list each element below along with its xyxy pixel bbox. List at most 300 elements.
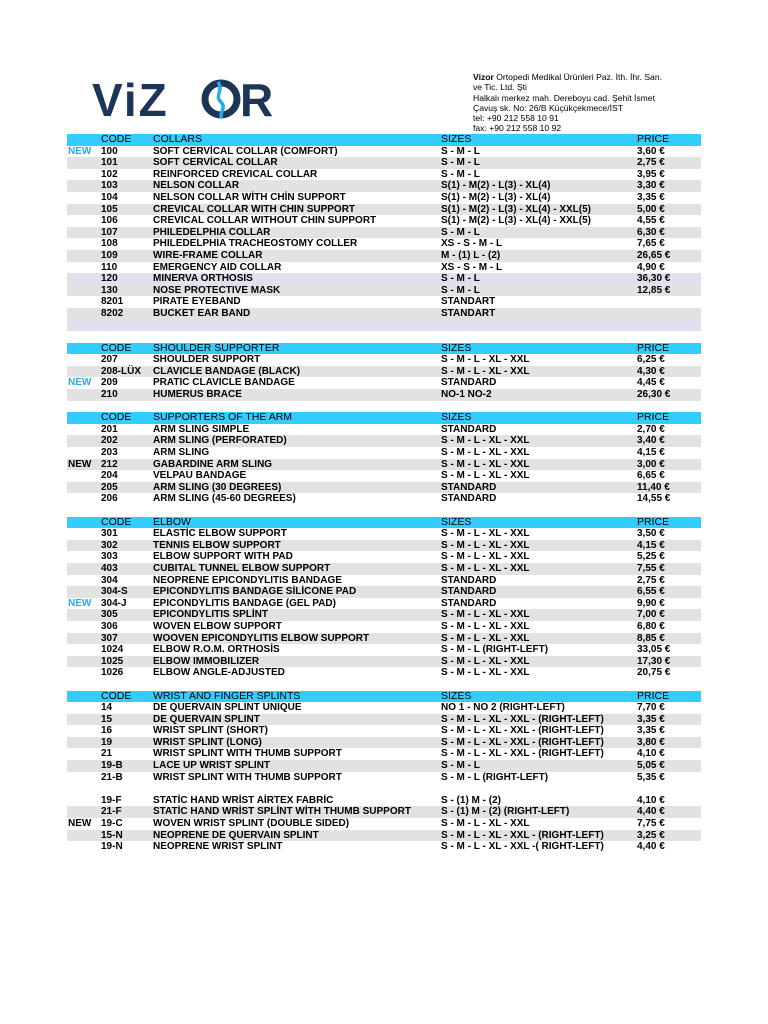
product-price: 9,90 €	[637, 597, 665, 609]
table-row	[67, 656, 701, 668]
product-sizes: S - M - L - XL - XXL	[441, 365, 530, 377]
table-row	[67, 737, 701, 749]
product-sizes: STANDARD	[441, 574, 497, 586]
product-price: PRICE	[637, 133, 670, 145]
product-name: ELASTİC ELBOW SUPPORT	[153, 528, 287, 540]
table-row	[67, 528, 701, 540]
product-sizes: STANDART	[441, 296, 496, 308]
table-row	[67, 795, 701, 807]
product-code: 19-C	[101, 818, 123, 830]
product-sizes: STANDARD	[441, 493, 497, 505]
product-sizes: S - M - L	[441, 760, 480, 772]
product-sizes: S - M - L	[441, 226, 480, 238]
product-price: 5,00 €	[637, 203, 665, 215]
product-price: 14,55 €	[637, 493, 671, 505]
product-name: DE QUERVAIN SPLINT UNIQUE	[153, 702, 302, 714]
product-price: 6,65 €	[637, 470, 665, 482]
product-price: 7,75 €	[637, 818, 665, 830]
product-price: 4,45 €	[637, 377, 665, 389]
company-line-4: Çavuş sk. No: 26/B Küçükçekmece/İST	[473, 102, 623, 113]
product-sizes: S - M - L - XL - XXL - (RIGHT-LEFT)	[441, 713, 604, 725]
product-code: 19-B	[101, 760, 123, 772]
product-name: ELBOW R.O.M. ORTHOSİS	[153, 644, 280, 656]
product-name: PHILEDELPHIA COLLAR	[153, 226, 271, 238]
table-row	[67, 806, 701, 818]
product-name: ARM SLING (45-60 DEGREES)	[153, 493, 296, 505]
product-code: CODE	[101, 411, 132, 424]
product-price: 4,15 €	[637, 447, 665, 459]
product-price: 3,35 €	[637, 191, 665, 203]
product-name: WOVEN WRIST SPLINT (DOUBLE SIDED)	[153, 818, 350, 830]
product-code: 304	[101, 574, 118, 586]
product-sizes: STANDARD	[441, 377, 497, 389]
product-code: 403	[101, 562, 118, 574]
table-row	[67, 551, 701, 563]
product-code: CODE	[101, 515, 132, 528]
company-phone: tel: +90 212 558 10 91	[473, 113, 559, 124]
product-price: 4,40 €	[637, 841, 665, 853]
product-code: 130	[101, 284, 118, 296]
product-sizes: S - M - L - XL - XXL	[441, 667, 530, 679]
product-name: EMERGENCY AID COLLAR	[153, 261, 282, 273]
product-code: 206	[101, 493, 118, 505]
product-code: 304-J	[101, 597, 127, 609]
product-code: 16	[101, 725, 113, 737]
product-price: 6,30 €	[637, 226, 665, 238]
product-code: 306	[101, 620, 118, 632]
product-sizes: STANDARD	[441, 586, 497, 598]
product-sizes: SIZES	[441, 411, 472, 424]
product-code: 19-F	[101, 794, 122, 806]
product-sizes: S - M - L - XL - XXL - (RIGHT-LEFT)	[441, 829, 604, 841]
product-price: 26,30 €	[637, 389, 671, 401]
product-sizes: S - M - L - XL - XXL	[441, 551, 530, 563]
product-code: 210	[101, 389, 118, 401]
table-row	[67, 459, 701, 471]
company-fax: fax: +90 212 558 10 92	[473, 123, 562, 134]
product-name: SHOULDER SUPPORT	[153, 354, 261, 366]
table-row	[67, 830, 701, 842]
product-sizes: STANDARD	[441, 481, 497, 493]
product-name: NELSON COLLAR WİTH CHİN SUPPORT	[153, 191, 346, 203]
table-row	[67, 215, 701, 227]
product-name: ARM SLING SIMPLE	[153, 423, 250, 435]
svg-text:ViZ: ViZ	[92, 76, 169, 122]
table-row	[67, 447, 701, 459]
product-name: SOFT CERVİCAL COLLAR (COMFORT)	[153, 145, 338, 157]
table-row	[67, 192, 701, 204]
product-name: STATİC HAND WRİST AİRTEX FABRİC	[153, 794, 334, 806]
product-name: ARM SLING (30 DEGREES)	[153, 481, 282, 493]
product-code: 109	[101, 249, 118, 261]
price-list-table	[67, 134, 701, 853]
table-row	[67, 354, 701, 366]
table-row	[67, 621, 701, 633]
new-badge: NEW	[68, 597, 92, 609]
product-name: COLLARS	[153, 133, 203, 145]
section-header	[67, 134, 701, 146]
product-name: ELBOW IMMOBILIZER	[153, 655, 260, 667]
table-row	[67, 702, 701, 714]
product-name: WOOVEN EPICONDYLITIS ELBOW SUPPORT	[153, 632, 370, 644]
product-price: 4,90 €	[637, 261, 665, 273]
product-sizes: S - M - L	[441, 284, 480, 296]
product-code: 304-S	[101, 586, 128, 598]
table-row	[67, 725, 701, 737]
product-price: 12,85 €	[637, 284, 671, 296]
product-price: 5,25 €	[637, 551, 665, 563]
product-code: 21-B	[101, 771, 123, 783]
table-row	[67, 586, 701, 598]
product-name: NEOPRENE WRIST SPLINT	[153, 841, 283, 853]
table-row	[67, 296, 701, 308]
section-header	[67, 412, 701, 424]
table-row	[67, 262, 701, 274]
product-sizes: S - M - L - XL - XXL	[441, 818, 530, 830]
product-code: 1026	[101, 667, 124, 679]
product-price: 3,60 €	[637, 145, 665, 157]
product-sizes: S - M - L - XL - XXL - (RIGHT-LEFT)	[441, 725, 604, 737]
product-code: 105	[101, 203, 118, 215]
table-row	[67, 227, 701, 239]
product-price: 17,30 €	[637, 655, 671, 667]
product-code: 207	[101, 354, 118, 366]
table-row	[67, 169, 701, 181]
product-sizes: S - M - L - XL - XXL	[441, 539, 530, 551]
product-price: PRICE	[637, 341, 670, 354]
product-code: 19	[101, 736, 113, 748]
product-sizes: STANDARD	[441, 423, 497, 435]
new-badge: NEW	[68, 818, 92, 830]
product-price: 5,35 €	[637, 771, 665, 783]
product-code: 100	[101, 145, 118, 157]
table-row	[67, 389, 701, 401]
product-price: 11,40 €	[637, 481, 670, 493]
product-name: CLAVICLE BANDAGE (BLACK)	[153, 365, 301, 377]
product-price: 3,30 €	[637, 180, 665, 192]
product-sizes: XS - S - M - L	[441, 238, 503, 250]
product-sizes: S(1) - M(2) - L(3) - XL(4) - XXL(5)	[441, 203, 591, 215]
product-name: HUMERUS BRACE	[153, 389, 242, 401]
product-name: DE QUERVAIN SPLINT	[153, 713, 260, 725]
table-row	[67, 644, 701, 656]
product-name: WRIST AND FINGER SPLINTS	[153, 689, 301, 702]
product-sizes: S - M - L	[441, 157, 480, 169]
product-code: 14	[101, 702, 113, 714]
product-name: NOSE PROTECTIVE MASK	[153, 284, 281, 296]
product-code: 104	[101, 191, 118, 203]
product-sizes: S - M - L - XL - XXL	[441, 562, 530, 574]
company-line-2: ve Tic. Ltd. Şti	[473, 82, 527, 93]
product-code: 106	[101, 215, 118, 227]
product-price: 4,30 €	[637, 365, 665, 377]
product-code: 15-N	[101, 829, 123, 841]
product-code: 307	[101, 632, 118, 644]
product-price: 36,30 €	[637, 273, 671, 285]
product-price: 4,40 €	[637, 806, 665, 818]
product-price: 3,50 €	[637, 528, 665, 540]
table-row	[67, 157, 701, 169]
product-code: 301	[101, 528, 118, 540]
product-name: CUBITAL TUNNEL ELBOW SUPPORT	[153, 562, 331, 574]
table-row	[67, 435, 701, 447]
product-code: 201	[101, 423, 118, 435]
product-name: WIRE-FRAME COLLAR	[153, 249, 263, 261]
product-price: 33,05 €	[637, 644, 671, 656]
product-code: 21-F	[101, 806, 122, 818]
product-sizes: XS - S - M - L	[441, 261, 503, 273]
product-sizes: S - M - L - XL - XXL	[441, 655, 530, 667]
product-code: 208-LÜX	[101, 365, 142, 377]
product-code: 302	[101, 539, 118, 551]
product-code: CODE	[101, 133, 132, 145]
product-price: 5,05 €	[637, 760, 665, 772]
table-row	[67, 748, 701, 760]
table-row	[67, 772, 701, 784]
product-name: VELPAU BANDAGE	[153, 470, 247, 482]
product-name: EPICONDYLITIS BANDAGE SİLİCONE PAD	[153, 586, 357, 598]
product-sizes: NO-1 NO-2	[441, 389, 492, 401]
new-badge: NEW	[68, 377, 92, 389]
spacer-row	[67, 679, 701, 691]
product-code: 212	[101, 458, 118, 470]
product-sizes: S - M - L - XL - XXL	[441, 609, 530, 621]
product-price: 4,10 €	[637, 794, 665, 806]
table-row	[67, 540, 701, 552]
product-sizes: SIZES	[441, 515, 472, 528]
table-row	[67, 563, 701, 575]
product-sizes: S - M - L	[441, 168, 480, 180]
table-row	[67, 714, 701, 726]
product-sizes: SIZES	[441, 133, 472, 145]
product-sizes: S(1) - M(2) - L(3) - XL(4) - XXL(5)	[441, 215, 591, 227]
table-row	[67, 598, 701, 610]
product-code: 203	[101, 447, 118, 459]
product-price: 6,80 €	[637, 620, 665, 632]
company-name: Vizor	[473, 72, 494, 82]
product-code: 303	[101, 551, 118, 563]
product-name: WRIST SPLINT WITH THUMB SUPPORT	[153, 771, 342, 783]
table-row	[67, 238, 701, 250]
company-line-3: Halkalı merkez mah. Dereboyu cad. Şehit İsmet	[473, 92, 655, 103]
svg-text:R: R	[240, 76, 274, 122]
product-sizes: S - M - L - XL - XXL -( RIGHT-LEFT)	[441, 841, 604, 853]
section-header	[67, 343, 701, 355]
table-row	[67, 250, 701, 262]
product-sizes: S(1) - M(2) - L(3) - XL(4)	[441, 191, 551, 203]
product-code: 120	[101, 273, 118, 285]
new-badge: NEW	[68, 458, 92, 470]
product-price: 7,55 €	[637, 562, 665, 574]
product-price: 2,70 €	[637, 423, 665, 435]
product-name: ELBOW	[153, 515, 191, 528]
product-name: STATİC HAND WRİST SPLİNT WİTH THUMB SUPPORT	[153, 806, 411, 818]
product-name: WRIST SPLINT WITH THUMB SUPPORT	[153, 748, 342, 760]
product-price: 3,00 €	[637, 458, 665, 470]
product-sizes: S - M - L - XL - XXL	[441, 632, 530, 644]
product-code: 8202	[101, 307, 124, 319]
product-name: WOVEN ELBOW SUPPORT	[153, 620, 282, 632]
product-name: SOFT CERVİCAL COLLAR	[153, 157, 278, 169]
product-sizes: STANDARD	[441, 597, 497, 609]
product-name: MINERVA ORTHOSIS	[153, 273, 253, 285]
table-row	[67, 308, 701, 320]
product-sizes: S - M - L - XL - XXL	[441, 458, 530, 470]
product-name: REINFORCED CREVICAL COLLAR	[153, 168, 318, 180]
product-code: 204	[101, 470, 118, 482]
table-row	[67, 377, 701, 389]
product-sizes: SIZES	[441, 689, 472, 702]
table-row	[67, 180, 701, 192]
product-name: PRATIC CLAVICLE BANDAGE	[153, 377, 295, 389]
product-price: 7,65 €	[637, 238, 665, 250]
table-row	[67, 667, 701, 679]
product-code: 107	[101, 226, 118, 238]
table-row	[67, 818, 701, 830]
product-name: ARM SLING (PERFORATED)	[153, 435, 287, 447]
spacer-row	[67, 783, 701, 795]
product-sizes: S - M - L - XL - XXL	[441, 354, 530, 366]
table-row	[67, 493, 701, 505]
product-sizes: S - M - L	[441, 145, 480, 157]
product-price: 4,10 €	[637, 748, 665, 760]
product-sizes: S - M - L	[441, 273, 480, 285]
product-sizes: S - (1) M - (2) (RIGHT-LEFT)	[441, 806, 570, 818]
product-code: CODE	[101, 689, 132, 702]
product-name: ELBOW SUPPORT WITH PAD	[153, 551, 293, 563]
product-name: SHOULDER SUPPORTER	[153, 341, 280, 354]
product-price: 7,00 €	[637, 609, 665, 621]
product-price: 2,75 €	[637, 157, 665, 169]
product-code: 305	[101, 609, 118, 621]
product-price: 3,40 €	[637, 435, 665, 447]
product-sizes: S - M - L (RIGHT-LEFT)	[441, 644, 549, 656]
product-sizes: M - (1) L - (2)	[441, 249, 501, 261]
product-name: WRIST SPLINT (LONG)	[153, 736, 262, 748]
product-code: CODE	[101, 341, 132, 354]
section-header	[67, 517, 701, 529]
product-sizes: S - M - L - XL - XXL - (RIGHT-LEFT)	[441, 748, 604, 760]
table-row	[67, 320, 701, 332]
table-row	[67, 285, 701, 297]
product-price: 2,75 €	[637, 574, 665, 586]
product-price: 6,55 €	[637, 586, 665, 598]
product-price: 3,80 €	[637, 736, 665, 748]
table-row	[67, 760, 701, 772]
product-sizes: S - M - L (RIGHT-LEFT)	[441, 771, 549, 783]
product-code: 103	[101, 180, 118, 192]
product-price: 3,35 €	[637, 725, 665, 737]
product-code: 205	[101, 481, 118, 493]
product-name: BUCKET EAR BAND	[153, 307, 251, 319]
product-code: 8201	[101, 296, 124, 308]
product-sizes: S - M - L - XL - XXL - (RIGHT-LEFT)	[441, 736, 604, 748]
product-code: 101	[101, 157, 118, 169]
table-row	[67, 482, 701, 494]
table-row	[67, 633, 701, 645]
product-code: 102	[101, 168, 118, 180]
product-price: PRICE	[637, 689, 670, 702]
product-code: 110	[101, 261, 118, 273]
spacer-row	[67, 331, 701, 343]
product-code: 202	[101, 435, 118, 447]
table-row	[67, 609, 701, 621]
product-name: EPICONDYLITIS SPLİNT	[153, 609, 269, 621]
product-sizes: S - M - L - XL - XXL	[441, 435, 530, 447]
table-row	[67, 366, 701, 378]
vizor-logo	[92, 76, 276, 122]
product-sizes: S - M - L - XL - XXL	[441, 620, 530, 632]
product-code: 1025	[101, 655, 124, 667]
product-name: SUPPORTERS OF THE ARM	[153, 411, 293, 424]
new-badge: NEW	[68, 145, 92, 157]
product-price: 8,85 €	[637, 632, 665, 644]
product-price: 3,35 €	[637, 713, 665, 725]
product-code: 108	[101, 238, 118, 250]
product-name: CREVICAL COLLAR WITH CHIN SUPPORT	[153, 203, 356, 215]
table-row	[67, 841, 701, 853]
product-price: PRICE	[637, 411, 670, 424]
product-price: PRICE	[637, 515, 670, 528]
product-name: LACE UP WRIST SPLINT	[153, 760, 271, 772]
section-header	[67, 691, 701, 703]
product-sizes: S - M - L - XL - XXL	[441, 528, 530, 540]
company-line-1: Vizor Ortopedi Medikal Ürünleri Paz. İth. İhr. San.	[473, 72, 662, 82]
product-code: 1024	[101, 644, 124, 656]
product-name: NEOPRENE DE QUERVAIN SPLINT	[153, 829, 319, 841]
spacer-row	[67, 505, 701, 517]
product-name: PIRATE EYEBAND	[153, 296, 241, 308]
product-sizes: STANDART	[441, 307, 496, 319]
product-price: 20,75 €	[637, 667, 671, 679]
product-sizes: S(1) - M(2) - L(3) - XL(4)	[441, 180, 551, 192]
product-name: EPICONDYLITIS BANDAGE (GEL PAD)	[153, 597, 336, 609]
product-price: 4,15 €	[637, 539, 665, 551]
product-name: TENNIS ELBOW SUPPORT	[153, 539, 281, 551]
product-price: 26,65 €	[637, 249, 671, 261]
product-name: WRIST SPLINT (SHORT)	[153, 725, 268, 737]
product-price: 7,70 €	[637, 702, 665, 714]
table-row	[67, 575, 701, 587]
table-row	[67, 204, 701, 216]
table-row	[67, 273, 701, 285]
product-code: 19-N	[101, 841, 123, 853]
product-name: PHILEDELPHIA TRACHEOSTOMY COLLER	[153, 238, 358, 250]
product-price: 6,25 €	[637, 354, 665, 366]
product-price: 3,95 €	[637, 168, 665, 180]
product-name: ARM SLING	[153, 447, 210, 459]
product-sizes: NO 1 - NO 2 (RIGHT-LEFT)	[441, 702, 565, 714]
company-info	[473, 72, 713, 134]
product-code: 209	[101, 377, 118, 389]
table-row	[67, 470, 701, 482]
table-row	[67, 146, 701, 158]
product-price: 3,25 €	[637, 829, 665, 841]
product-name: NEOPRENE EPICONDYLITIS BANDAGE	[153, 574, 342, 586]
product-name: NELSON COLLAR	[153, 180, 240, 192]
product-name: ELBOW ANGLE-ADJUSTED	[153, 667, 285, 679]
product-sizes: SIZES	[441, 341, 472, 354]
product-price: 4,55 €	[637, 215, 665, 227]
product-sizes: S - M - L - XL - XXL	[441, 470, 530, 482]
product-sizes: S - (1) M - (2)	[441, 794, 501, 806]
product-sizes: S - M - L - XL - XXL	[441, 447, 530, 459]
table-row	[67, 424, 701, 436]
product-name: CREVICAL COLLAR WITHOUT CHIN SUPPORT	[153, 215, 377, 227]
product-name: GABARDINE ARM SLING	[153, 458, 273, 470]
product-code: 15	[101, 713, 113, 725]
product-code: 21	[101, 748, 113, 760]
